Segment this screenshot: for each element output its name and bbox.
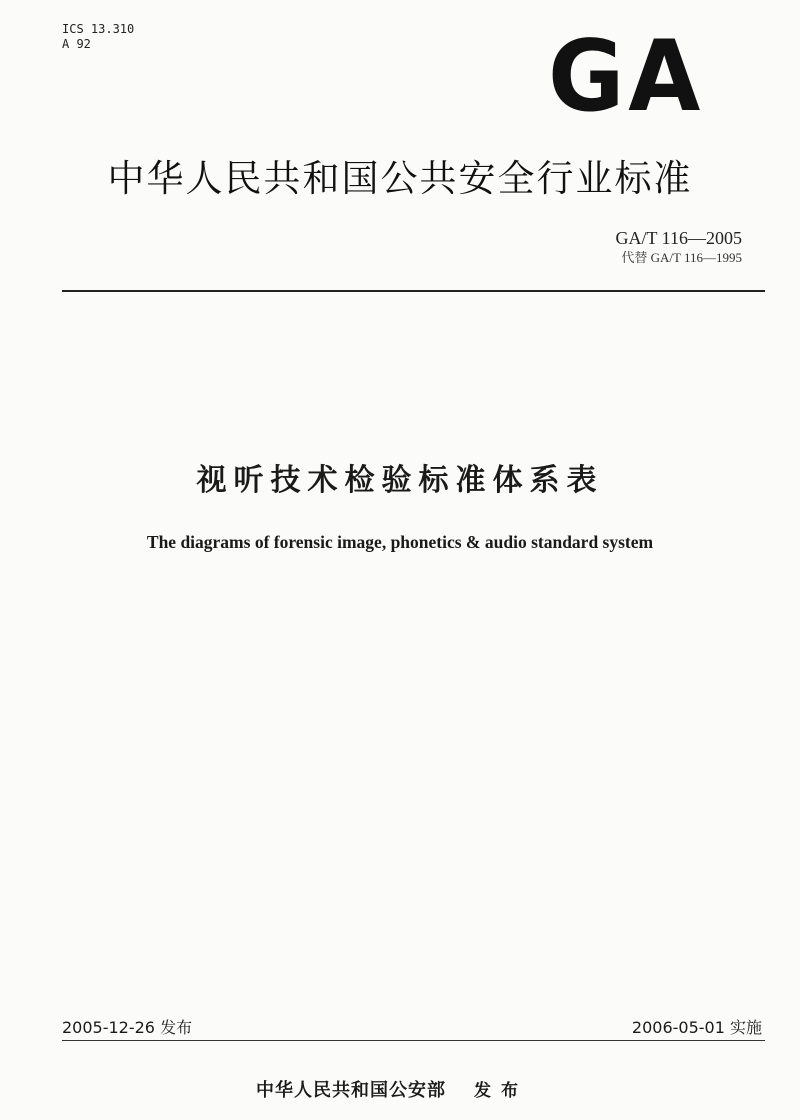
publish-action: 发布: [474, 1081, 528, 1101]
issue-date: 2005-12-26 发布: [62, 1018, 193, 1037]
ccs-code: A 92: [62, 37, 91, 51]
document-subtitle: The diagrams of forensic image, phonetics & audio standard system: [146, 532, 654, 552]
ics-code: ICS 13.310: [62, 22, 135, 36]
ga-logo: [548, 20, 724, 134]
publisher-line: [256, 1076, 528, 1102]
classification-codes: [62, 22, 134, 52]
standard-number: GA/T 116—2005: [615, 228, 742, 248]
ga-logo-text: GA: [548, 20, 705, 134]
standard-category-title: 中华人民共和国公共安全行业标准: [107, 157, 693, 200]
replaces-standard: 代替 GA/T 116—1995: [621, 250, 742, 265]
header-divider: [62, 290, 765, 292]
footer-divider: [62, 1040, 765, 1041]
standard-number-block: [615, 228, 742, 268]
implementation-date: 2006-05-01 实施: [631, 1018, 762, 1037]
publisher-name: 中华人民共和国公安部: [256, 1080, 446, 1101]
document-title: 视听技术检验标准体系表: [196, 463, 604, 498]
